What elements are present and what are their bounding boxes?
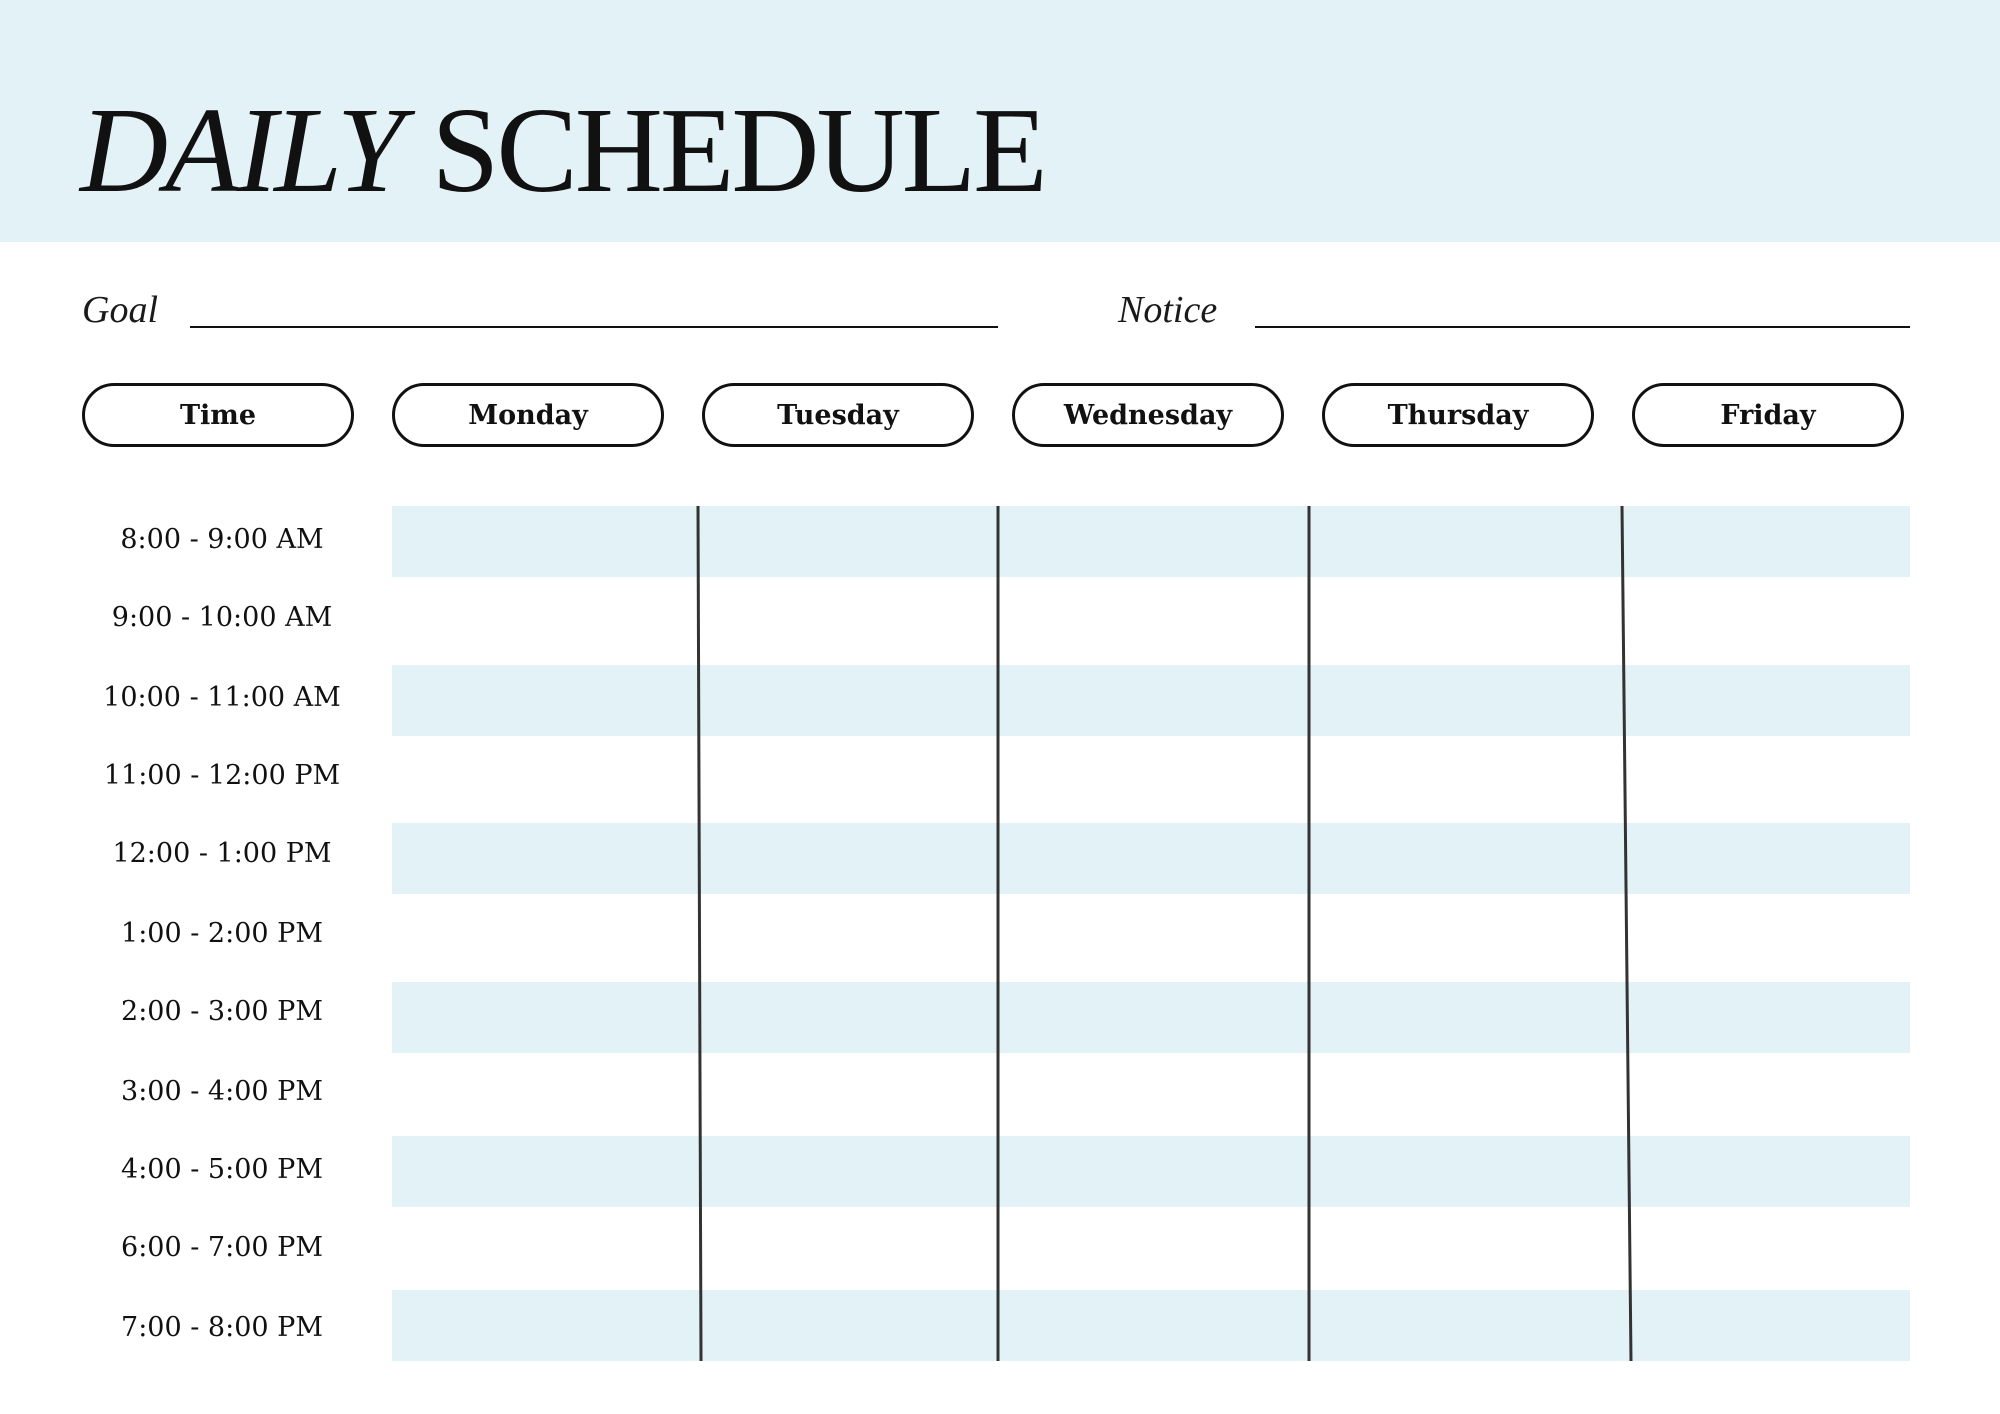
schedule-row-band bbox=[392, 506, 1910, 577]
page-title bbox=[80, 83, 1045, 218]
notice-label: Notice bbox=[1118, 289, 1218, 331]
time-slot-label: 12:00 - 1:00 PM bbox=[112, 838, 332, 869]
schedule-row-band bbox=[392, 1136, 1910, 1207]
time-slot-label: 2:00 - 3:00 PM bbox=[121, 996, 323, 1027]
column-header-time: Time bbox=[82, 383, 354, 447]
divider-monday-tuesday bbox=[698, 506, 701, 1361]
column-header-wednesday: Wednesday bbox=[1012, 383, 1284, 447]
time-slot-label: 7:00 - 8:00 PM bbox=[121, 1312, 323, 1343]
title-italic-word: DAILY bbox=[80, 83, 402, 218]
goal-label: Goal bbox=[82, 289, 158, 331]
time-slot-label: 9:00 - 10:00 AM bbox=[111, 602, 333, 633]
goal-input-line[interactable] bbox=[190, 326, 998, 328]
time-slot-label: 6:00 - 7:00 PM bbox=[121, 1232, 323, 1263]
time-slot-label: 10:00 - 11:00 AM bbox=[103, 682, 341, 713]
divider-thursday-friday bbox=[1622, 506, 1631, 1361]
notice-input-line[interactable] bbox=[1255, 326, 1910, 328]
time-slot-label: 8:00 - 9:00 AM bbox=[120, 524, 324, 555]
time-slot-label: 3:00 - 4:00 PM bbox=[121, 1076, 323, 1107]
schedule-row-band bbox=[392, 982, 1910, 1053]
title-plain-word: SCHEDULE bbox=[431, 83, 1045, 218]
time-slot-label: 11:00 - 12:00 PM bbox=[103, 760, 341, 791]
time-slot-label: 4:00 - 5:00 PM bbox=[121, 1154, 323, 1185]
column-header-friday: Friday bbox=[1632, 383, 1904, 447]
schedule-row-band bbox=[392, 823, 1910, 894]
time-slot-label: 1:00 - 2:00 PM bbox=[121, 918, 323, 949]
column-header-monday: Monday bbox=[392, 383, 664, 447]
schedule-row-band bbox=[392, 665, 1910, 736]
column-header-tuesday: Tuesday bbox=[702, 383, 974, 447]
schedule-row-band bbox=[392, 1290, 1910, 1361]
column-header-thursday: Thursday bbox=[1322, 383, 1594, 447]
